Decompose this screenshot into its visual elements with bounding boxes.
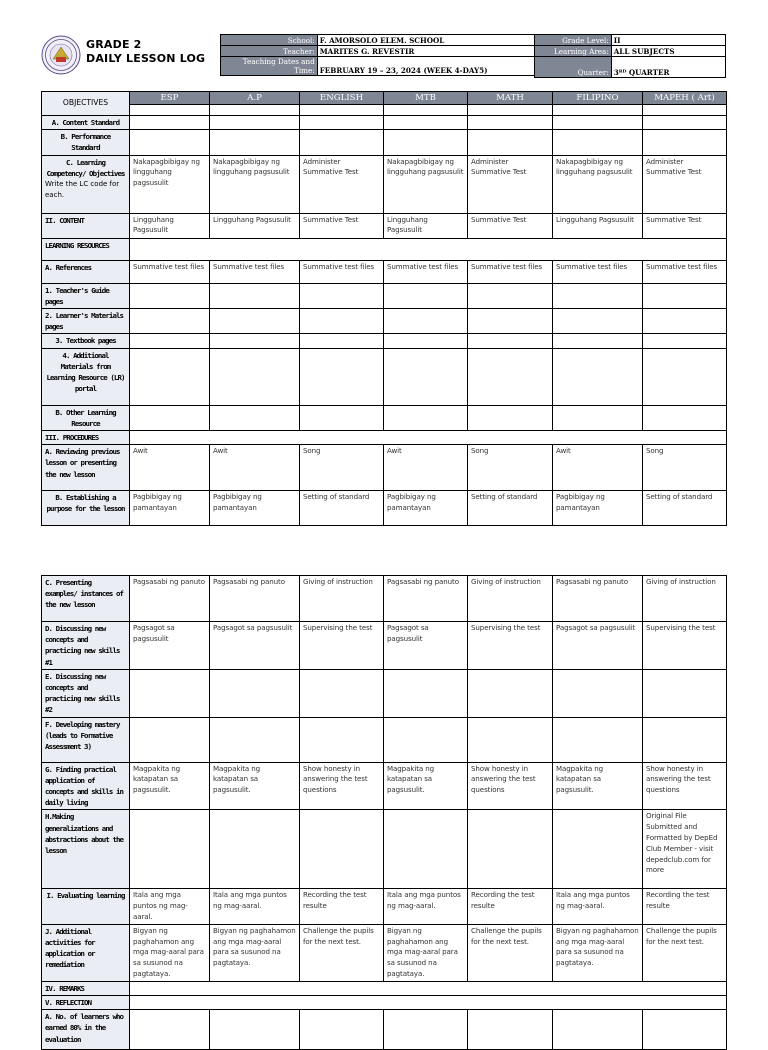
table-row: [42, 810, 727, 889]
lc-cell-english: Administer Summative Test: [300, 155, 384, 213]
column-header-mapeh: MAPEH ( Art): [643, 92, 727, 105]
presenting-cell-esp: Pagsasabi ng panuto: [130, 576, 210, 622]
table-row: [42, 155, 727, 213]
evaluating-cell-english: Recording the test resulte: [300, 889, 384, 924]
purpose-cell-math: Setting of standard: [468, 491, 553, 526]
presenting-cell-mtb: Pagsasabi ng panuto: [384, 576, 468, 622]
purpose-cell-mtb: Pagbibigay ng pamantayan: [384, 491, 468, 526]
finding-cell-mapeh: Show honesty in answering the test questions: [643, 762, 727, 810]
learners-80-label: A. No. of learners who earned 80% in the evaluation: [42, 1010, 130, 1050]
school-label: School:: [221, 35, 318, 46]
mastery-label: F. Developing mastery (leads to Formative Assessment 3): [42, 717, 130, 762]
lesson-log-table-part2: [41, 575, 727, 1050]
purpose-cell-english: Setting of standard: [300, 491, 384, 526]
content-standard-label: A. Content Standard: [42, 116, 130, 130]
finding-cell-english: Show honesty in answering the test questions: [300, 762, 384, 810]
school-value: F. AMORSOLO ELEM. SCHOOL: [317, 35, 534, 46]
learning-competency-text: C. Learning Competency/ Objectives: [46, 157, 125, 178]
quarter-value: 3ᴿᴰ QUARTER: [611, 57, 725, 78]
reviewing-cell-esp: Awit: [130, 445, 210, 491]
table-row: [42, 431, 727, 445]
additional-cell-mtb: Bigyan ng paghahamon ang mga mag-aaral para sa susunod na pagtataya.: [384, 924, 468, 981]
additional-cell-english: Challenge the pupils for the next test.: [300, 924, 384, 981]
procedures-label: III. PROCEDURES: [42, 431, 130, 445]
references-cell-mtb: Summative test files: [384, 260, 468, 283]
area-label: Learning Area:: [535, 46, 612, 57]
document-title: [86, 38, 205, 66]
grade-row: [535, 35, 726, 46]
content-cell-mtb: Lingguhang Pagsusulit: [384, 213, 468, 238]
content-cell-math: Summative Test: [468, 213, 553, 238]
discussing1-cell-math: Supervising the test: [468, 622, 553, 670]
presenting-label: C. Presenting examples/ instances of the new lesson: [42, 576, 130, 622]
purpose-cell-ap: Pagbibigay ng pamantayan: [210, 491, 300, 526]
table-row: [42, 283, 727, 308]
references-cell-esp: Summative test files: [130, 260, 210, 283]
table-row: [42, 889, 727, 924]
objectives-header: OBJECTIVES: [42, 92, 130, 116]
area-row: [535, 46, 726, 57]
purpose-label: B. Establishing a purpose for the lesson: [42, 491, 130, 526]
references-cell-mapeh: Summative test files: [643, 260, 727, 283]
table-row: [42, 491, 727, 526]
learning-resources-label: LEARNING RESOURCES: [42, 238, 130, 260]
school-row: [221, 35, 535, 46]
reviewing-cell-mtb: Awit: [384, 445, 468, 491]
finding-cell-math: Show honesty in answering the test questions: [468, 762, 553, 810]
finding-label: G. Finding practical application of concepts and skills in daily living: [42, 762, 130, 810]
table-row: [42, 405, 727, 430]
deped-seal-icon: [41, 35, 81, 75]
additional-cell-esp: Bigyan ng paghahamon ang mga mag-aaral para sa susunod na pagtataya.: [130, 924, 210, 981]
header-spacer-row: [42, 105, 727, 116]
table-row: [42, 576, 727, 622]
table-row: [42, 348, 727, 405]
finding-cell-filipino: Magpakita ng katapatan sa pagsusulit.: [553, 762, 643, 810]
table-row: [42, 334, 727, 348]
references-cell-filipino: Summative test files: [553, 260, 643, 283]
teacher-label: Teacher:: [221, 46, 318, 57]
reviewing-cell-ap: Awit: [210, 445, 300, 491]
column-header-mtb: MTB: [384, 92, 468, 105]
column-header-math: MATH: [468, 92, 553, 105]
grade-info-table: [534, 34, 726, 78]
content-cell-filipino: Lingguhang Pagsusulit: [553, 213, 643, 238]
additional-cell-ap: Bigyan ng paghahamon ang mga mag-aaral para sa susunod na pagtataya.: [210, 924, 300, 981]
reviewing-label: A. Reviewing previous lesson or presenting the new lesson: [42, 445, 130, 491]
lc-code-note: Write the LC code for each.: [45, 180, 120, 200]
generalizations-label: H.Making generalizations and abstractions about the lesson: [42, 810, 130, 889]
content-cell-mapeh: Summative Test: [643, 213, 727, 238]
learning-competency-label: [42, 155, 130, 213]
additional-cell-filipino: Bigyan ng paghahamon ang mga mag-aaral para sa susunod na pagtataya.: [553, 924, 643, 981]
evaluating-label: I. Evaluating learning: [42, 889, 130, 924]
lesson-log-header: [40, 34, 726, 80]
table-row: [42, 309, 727, 334]
school-info-table: [220, 34, 535, 76]
purpose-cell-filipino: Pagbibigay ng pamantayan: [553, 491, 643, 526]
table-row: [42, 924, 727, 981]
lc-cell-esp: Nakapagbibigay ng lingguhang pagsusulit: [130, 155, 210, 213]
additional-cell-mapeh: Challenge the pupils for the next test.: [643, 924, 727, 981]
lc-cell-mapeh: Administer Summative Test: [643, 155, 727, 213]
lesson-log-table-part1: [41, 91, 727, 526]
additional-cell-math: Challenge the pupils for the next test.: [468, 924, 553, 981]
presenting-cell-english: Giving of instruction: [300, 576, 384, 622]
column-header-esp: ESP: [130, 92, 210, 105]
dates-row: [221, 57, 535, 76]
lc-cell-filipino: Nakapagbibigay ng lingguhang pagsusulit: [553, 155, 643, 213]
grade-label: Grade Level:: [535, 35, 612, 46]
table-row: [42, 996, 727, 1010]
quarter-row: [535, 57, 726, 78]
evaluating-cell-ap: Itala ang mga puntos ng mag-aaral.: [210, 889, 300, 924]
additional-materials-label: 4. Additional Materials from Learning Resource (LR) portal: [42, 348, 130, 405]
table-row: [42, 260, 727, 283]
reviewing-cell-math: Song: [468, 445, 553, 491]
evaluating-cell-esp: Itala ang mga puntos ng mag-aaral.: [130, 889, 210, 924]
reviewing-cell-filipino: Awit: [553, 445, 643, 491]
presenting-cell-filipino: Pagsasabi ng panuto: [553, 576, 643, 622]
daily-lesson-log-title: DAILY LESSON LOG: [86, 52, 206, 65]
finding-cell-mtb: Magpakita ng katapatan sa pagsusulit.: [384, 762, 468, 810]
content-cell-english: Summative Test: [300, 213, 384, 238]
references-cell-ap: Summative test files: [210, 260, 300, 283]
teacher-row: [221, 46, 535, 57]
references-cell-math: Summative test files: [468, 260, 553, 283]
references-label: A. References: [42, 260, 130, 283]
dates-label: [221, 57, 318, 76]
content-cell-ap: Lingguhang Pagsusulit: [210, 213, 300, 238]
table-row: [42, 130, 727, 155]
grade-value: II: [611, 35, 725, 46]
teacher-value: MARITES G. REVESTIR: [317, 46, 534, 57]
purpose-cell-esp: Pagbibigay ng pamantayan: [130, 491, 210, 526]
discussing1-label: D. Discussing new concepts and practicing new skills #1: [42, 622, 130, 670]
presenting-cell-math: Giving of instruction: [468, 576, 553, 622]
table-row: [42, 762, 727, 810]
evaluating-cell-mapeh: Recording the test resulte: [643, 889, 727, 924]
area-value: ALL SUBJECTS: [611, 46, 725, 57]
reviewing-cell-mapeh: Song: [643, 445, 727, 491]
content-label: II. CONTENT: [42, 213, 130, 238]
textbook-pages-label: 3. Textbook pages: [42, 334, 130, 348]
reviewing-cell-english: Song: [300, 445, 384, 491]
discussing1-cell-english: Supervising the test: [300, 622, 384, 670]
lc-cell-math: Administer Summative Test: [468, 155, 553, 213]
grade-title: GRADE 2: [86, 38, 142, 51]
finding-cell-ap: Magpakita ng katapatan sa pagsusulit.: [210, 762, 300, 810]
evaluating-cell-mtb: Itala ang mga puntos ng mag-aaral.: [384, 889, 468, 924]
dates-value: FEBRUARY 19 – 23, 2024 (WEEK 4-DAY5): [317, 57, 534, 76]
table-row: [42, 669, 727, 717]
dates-label-line2: Time:: [294, 66, 315, 75]
presenting-cell-ap: Pagsasabi ng panuto: [210, 576, 300, 622]
finding-cell-esp: Magpakita ng katapatan sa pagsusulit.: [130, 762, 210, 810]
column-header-english: ENGLISH: [300, 92, 384, 105]
dates-label-line1: Teaching Dates and: [242, 57, 315, 66]
learners-materials-label: 2. Learner's Materials pages: [42, 309, 130, 334]
table-row: [42, 213, 727, 238]
table-row: [42, 445, 727, 491]
reflection-label: V. REFLECTION: [42, 996, 130, 1010]
purpose-cell-mapeh: Setting of standard: [643, 491, 727, 526]
discussing1-cell-filipino: Pagsagot sa pagsusulit: [553, 622, 643, 670]
lc-cell-ap: Nakapagbibigay ng lingguhang pagsusulit: [210, 155, 300, 213]
references-cell-english: Summative test files: [300, 260, 384, 283]
evaluating-cell-math: Recording the test resulte: [468, 889, 553, 924]
lc-cell-mtb: Nakapagbibigay ng lingguhang pagsusulit: [384, 155, 468, 213]
table-row: [42, 116, 727, 130]
table-row: [42, 1010, 727, 1050]
evaluating-cell-filipino: Itala ang mga puntos ng mag-aaral.: [553, 889, 643, 924]
column-header-row: [42, 92, 727, 105]
table-row: [42, 717, 727, 762]
table-row: [42, 981, 727, 995]
quarter-label: Quarter:: [535, 57, 612, 78]
remarks-label: IV. REMARKS: [42, 981, 130, 995]
discussing2-label: E. Discussing new concepts and practicing new skills #2: [42, 669, 130, 717]
other-resources-label: B. Other Learning Resource: [42, 405, 130, 430]
discussing1-cell-mtb: Pagsagot sa pagsusulit: [384, 622, 468, 670]
discussing1-cell-mapeh: Supervising the test: [643, 622, 727, 670]
discussing1-cell-esp: Pagsagot sa pagsusulit: [130, 622, 210, 670]
column-header-filipino: FILIPINO: [553, 92, 643, 105]
table-row: [42, 622, 727, 670]
discussing1-cell-ap: Pagsagot sa pagsusulit: [210, 622, 300, 670]
content-cell-esp: Lingguhang Pagsusulit: [130, 213, 210, 238]
table-row: [42, 238, 727, 260]
generalizations-cell-mapeh: Original File Submitted and Formatted by DepEd Club Member - visit depedclub.com for more: [643, 810, 727, 889]
teachers-guide-label: 1. Teacher's Guide pages: [42, 283, 130, 308]
performance-standard-label: B. Performance Standard: [42, 130, 130, 155]
column-header-ap: A.P: [210, 92, 300, 105]
additional-activities-label: J. Additional activities for application or remediation: [42, 924, 130, 981]
presenting-cell-mapeh: Giving of instruction: [643, 576, 727, 622]
